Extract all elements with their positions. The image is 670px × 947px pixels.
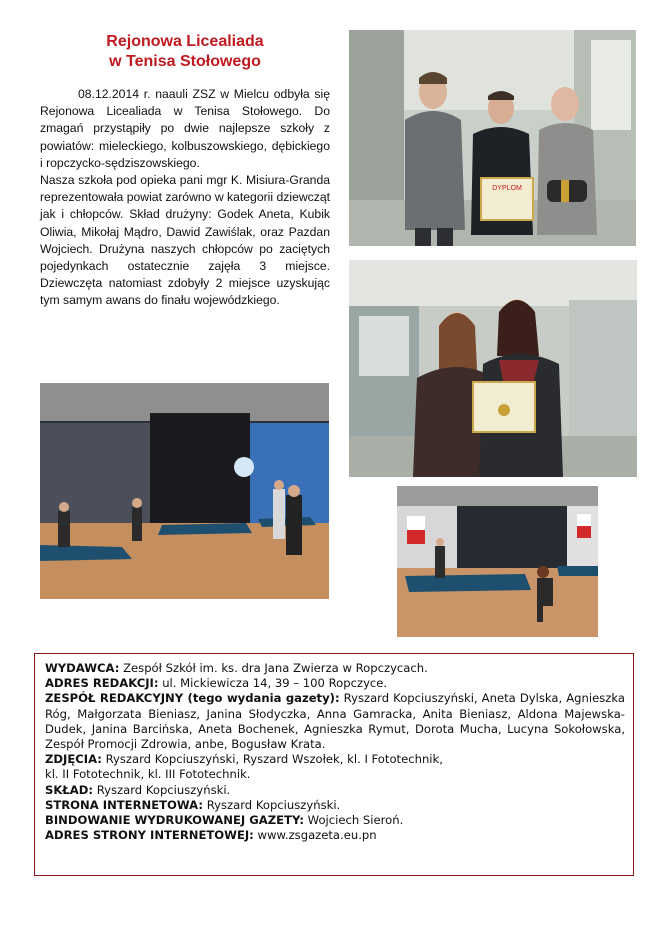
article-title-line-1: Rejonowa Licealiada — [106, 33, 264, 50]
photos-label: ZDJĘCIA: — [45, 752, 102, 767]
team-value: Ryszard Kopciuszyński, Aneta Dylska, Agnieszka Róg, Małgorzata Bieniasz, Janina Słodyczka, Anna Gamracka, Anita Bieniasz, Aldona Majewska-Dudek, Janina Barcińska, Aneta Bochenek, Agnieszka Rymut, Dorota Mucha, Lucyna Sokołowska, Zespół Promocji Zdrowia, anbe, Bogusław Krata. — [45, 691, 625, 752]
article-paragraph-1: 08.12.2014 r. naauli ZSZ w Mielcu odbyła się Rejonowa Licealiada w Tenisa Stołowego. Do zmagań przystąpiły po dwie najlepsze szkoły z powiatów: mieleckiego, kolbuszowskiego, dębickiego i ropczycko-sędziszowskiego. — [40, 87, 330, 170]
article-title — [40, 32, 330, 72]
address-value: ul. Mickiewicza 14, 39 – 100 Ropczyce. — [162, 676, 388, 691]
website-label: STRONA INTERNETOWA: — [45, 797, 204, 812]
address-label: ADRES REDAKCJI: — [45, 676, 159, 691]
binding-label: BINDOWANIE WYDRUKOWANEJ GAZETY: — [45, 813, 304, 828]
article-paragraph-2: Nasza szkoła pod opieka pani mgr K. Misiura-Granda reprezentowała powiat zarówno w kategorii dziewcząt jak i chłopców. Skład drużyny: Godek Aneta, Kubik Oliwia, Mikołaj Mądro, Dawid Zawiślak, oraz Pazdan Wojciech. Drużyna naszych chłopców po zaciętych pojedynkach ostatecznie zajęła 3 miejsce. Dziewczęta natomiast zdobyły 2 miejsce uzyskując tym samym awans do finału wojewódzkiego. — [40, 173, 330, 308]
layout-label: SKŁAD: — [45, 782, 94, 797]
publisher-label: WYDAWCA: — [45, 661, 120, 675]
url-value[interactable]: www.zsgazeta.eu.pn — [257, 828, 377, 843]
imprint-publisher — [45, 661, 625, 676]
url-label: ADRES STRONY INTERNETOWEJ: — [45, 828, 254, 843]
imprint-binding — [45, 813, 625, 828]
imprint-team — [45, 691, 625, 752]
website-value: Ryszard Kopciuszyński. — [206, 797, 341, 812]
article-title-line-2: w Tenisa Stołowego — [109, 53, 261, 70]
photos-value-line-2: kl. II Fototechnik, kl. III Fototechnik. — [45, 767, 251, 782]
imprint-address — [45, 676, 625, 691]
imprint-photos — [45, 752, 625, 782]
layout-value: Ryszard Kopciuszyński. — [96, 782, 231, 797]
photo-girl-playing-match — [397, 486, 598, 637]
photos-value-line-1: Ryszard Kopciuszyński, Ryszard Wszołek, kl. I Fototechnik, — [105, 752, 443, 767]
imprint-url — [45, 828, 625, 843]
editorial-imprint — [34, 653, 634, 876]
publisher-value: Zespół Szkół im. ks. dra Jana Zwierza w Ropczycach. — [123, 661, 428, 675]
team-label: ZESPÓŁ REDAKCYJNY (tego wydania gazety): — [45, 691, 340, 706]
photo-sports-hall-tournament — [40, 383, 329, 599]
diploma-text: DYPLOM — [492, 185, 522, 192]
photo-boys-team-with-diploma — [349, 30, 636, 246]
imprint-layout — [45, 783, 625, 798]
article-body — [40, 86, 330, 310]
binding-value: Wojciech Sieroń. — [307, 813, 404, 828]
imprint-website — [45, 798, 625, 813]
photo-girls-team-with-diploma — [349, 260, 637, 477]
